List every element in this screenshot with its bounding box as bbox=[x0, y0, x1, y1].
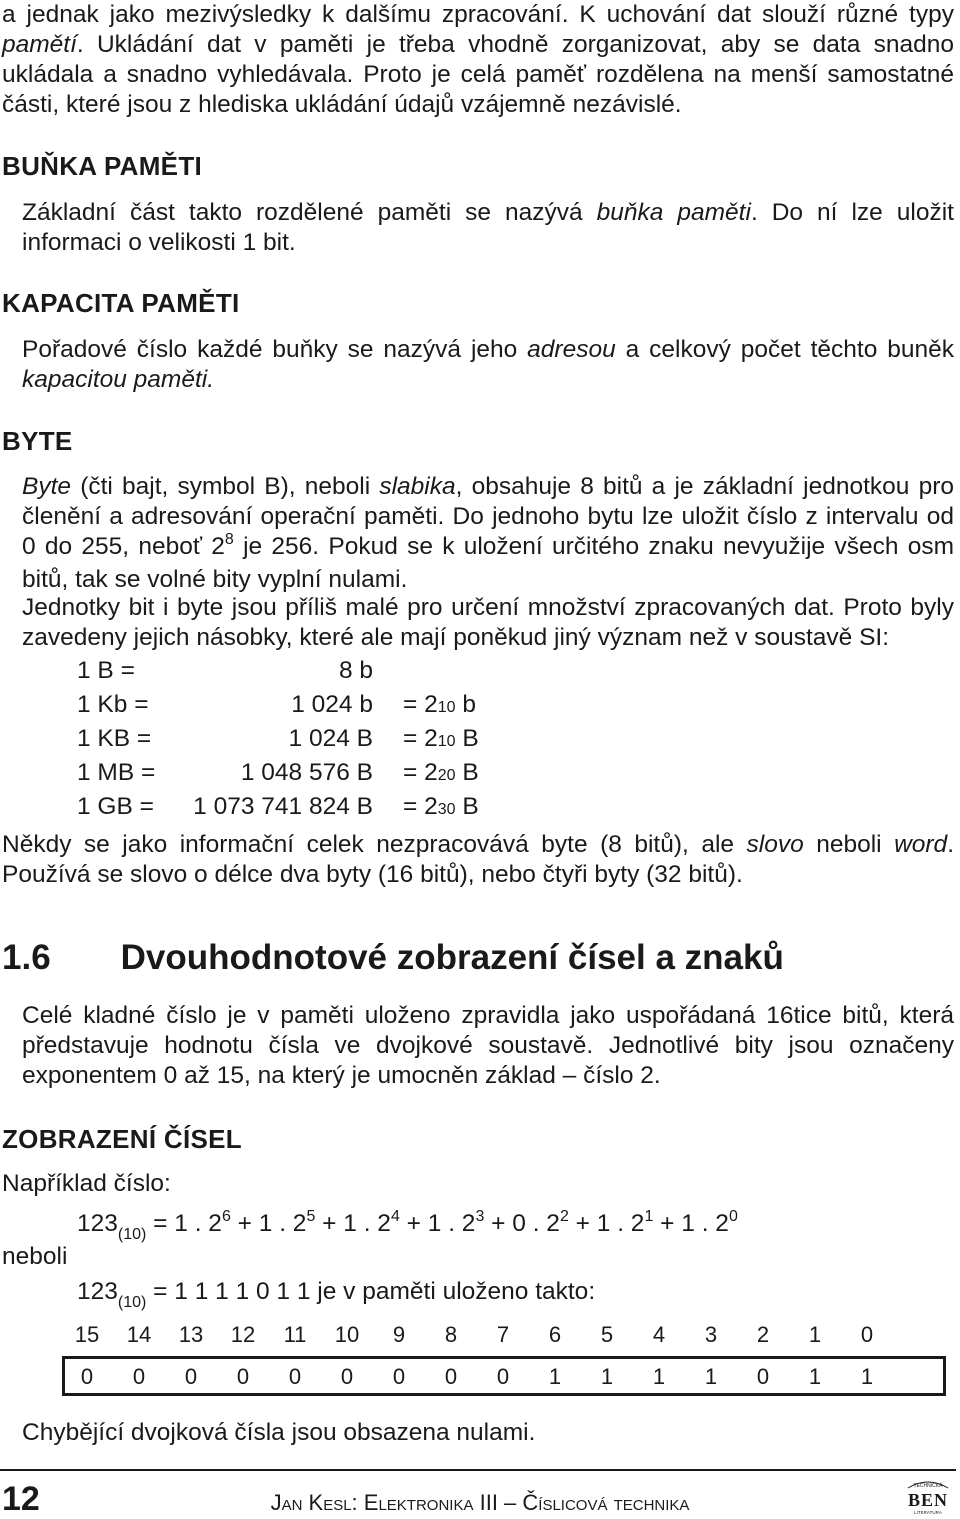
unit-power bbox=[403, 691, 476, 719]
formula-base-subscript: (10) bbox=[117, 1294, 147, 1311]
section-heading bbox=[2, 938, 784, 978]
byte-text-3: je 256. Pokud se k uložení určitého znaku nevyužije všech osm bitů, tak se volné bity vyplní nulami. bbox=[22, 533, 954, 593]
heading-byte: BYTE bbox=[2, 426, 73, 456]
unit-power bbox=[403, 759, 479, 787]
formula-binary bbox=[77, 1278, 596, 1311]
heading-kapacita-pameti: KAPACITA PAMĚTI bbox=[2, 288, 240, 318]
unit-label: 1 B = bbox=[77, 657, 135, 684]
heading-bunka-pameti: BUŇKA PAMĚTI bbox=[2, 151, 203, 181]
page-number: 12 bbox=[2, 1480, 40, 1518]
unit-row bbox=[0, 793, 960, 827]
bit-value: 0 bbox=[80, 1364, 94, 1389]
power-unit: B bbox=[455, 759, 479, 786]
power-unit: B bbox=[455, 793, 479, 820]
bit-position: 8 bbox=[444, 1322, 458, 1347]
bit-position: 15 bbox=[74, 1322, 100, 1347]
unit-label: 1 GB = bbox=[77, 793, 154, 820]
byte-paragraph-1 bbox=[22, 472, 954, 595]
kapacita-term-adresa: adresou bbox=[527, 336, 616, 363]
formula-number: 123 bbox=[77, 1278, 118, 1305]
bit-value: 0 bbox=[496, 1364, 510, 1389]
bit-value: 0 bbox=[392, 1364, 406, 1389]
bit-value: 0 bbox=[236, 1364, 250, 1389]
formula-expansion bbox=[77, 1208, 738, 1243]
word-text-1: Někdy se jako informační celek nezpracovává byte (8 bitů), ale bbox=[2, 831, 747, 858]
bit-value: 1 bbox=[704, 1364, 718, 1389]
bit-value: 1 bbox=[808, 1364, 822, 1389]
bunka-term: buňka paměti bbox=[596, 199, 751, 226]
formula-binary-text: = 1 1 1 1 0 1 1 je v paměti uloženo takto: bbox=[146, 1278, 596, 1305]
bit-value: 1 bbox=[652, 1364, 666, 1389]
formula-base-subscript: (10) bbox=[117, 1226, 147, 1243]
heading-zobrazeni-cisel: ZOBRAZENÍ ČÍSEL bbox=[2, 1124, 242, 1154]
example-label: Například číslo: bbox=[2, 1170, 171, 1197]
logo-main-text: BEN bbox=[907, 1490, 949, 1510]
bit-value: 0 bbox=[756, 1364, 770, 1389]
formula-term: + 1 . 2 bbox=[568, 1210, 645, 1237]
bit-value: 0 bbox=[132, 1364, 146, 1389]
kapacita-term-kapacita: kapacitou paměti. bbox=[22, 366, 215, 393]
unit-label: 1 MB = bbox=[77, 759, 156, 786]
byte-term: Byte bbox=[22, 473, 72, 500]
formula-term: + 1 . 2 bbox=[653, 1210, 729, 1237]
formula-term: = 1 . 2 bbox=[146, 1210, 222, 1237]
bit-position: 7 bbox=[496, 1322, 510, 1347]
unit-value: 8 b bbox=[338, 657, 373, 684]
formula-term: + 1 . 2 bbox=[399, 1210, 476, 1237]
intro-paragraph bbox=[2, 0, 954, 120]
bunka-text: Základní část takto rozdělené paměti se nazývá bbox=[22, 199, 597, 226]
unit-value: 1 073 741 824 B bbox=[193, 793, 373, 820]
bit-value: 0 bbox=[340, 1364, 354, 1389]
bit-value: 0 bbox=[184, 1364, 198, 1389]
bit-position: 10 bbox=[334, 1322, 360, 1347]
unit-row bbox=[0, 759, 960, 793]
slovo-term: slovo bbox=[746, 831, 804, 858]
unit-row bbox=[0, 725, 960, 759]
power-exponent: 30 bbox=[437, 801, 456, 818]
section-title: Dvouhodnotové zobrazení čísel a znaků bbox=[120, 938, 784, 977]
bit-position: 1 bbox=[808, 1322, 822, 1347]
power-base: = 2 bbox=[403, 725, 438, 752]
bit-value: 1 bbox=[548, 1364, 562, 1389]
formula-exponent: 1 bbox=[644, 1208, 654, 1225]
publisher-logo bbox=[900, 1478, 956, 1516]
bit-position: 3 bbox=[704, 1322, 718, 1347]
bit-position: 13 bbox=[178, 1322, 204, 1347]
bit-value: 1 bbox=[600, 1364, 614, 1389]
exponent: 8 bbox=[224, 531, 234, 548]
bit-value: 0 bbox=[444, 1364, 458, 1389]
running-footer: Jan Kesl: Elektronika III – Číslicová technika bbox=[270, 1490, 690, 1515]
word-text-2: neboli bbox=[803, 831, 895, 858]
unit-row bbox=[0, 657, 960, 691]
bit-value: 0 bbox=[288, 1364, 302, 1389]
power-exponent: 10 bbox=[437, 699, 456, 716]
power-base: = 2 bbox=[403, 793, 438, 820]
bit-position: 5 bbox=[600, 1322, 614, 1347]
formula-term: + 1 . 2 bbox=[315, 1210, 391, 1237]
formula-exponent: 6 bbox=[221, 1208, 231, 1225]
power-unit: B bbox=[455, 725, 479, 752]
bit-position: 6 bbox=[548, 1322, 562, 1347]
unit-label: 1 KB = bbox=[77, 725, 152, 752]
word-text-3: . Používá se slovo o délce dva byty (16 bitů), nebo čtyři byty (32 bitů). bbox=[2, 831, 954, 888]
bit-value: 1 bbox=[860, 1364, 874, 1389]
intro-text: a jednak jako mezivýsledky k dalšímu zpracování. K uchování dat slouží různé typy bbox=[2, 1, 954, 28]
byte-text-2: , obsahuje 8 bitů a je základní jednotkou pro členění a adresování operační paměti. Do jednoho bytu lze uložit číslo z intervalu od 0 do 255, neboť 2 bbox=[22, 473, 954, 560]
logo-bottom-text: LITERATURA bbox=[914, 1510, 942, 1515]
formula-number: 123 bbox=[77, 1210, 118, 1237]
intro-term: pamětí bbox=[2, 31, 77, 58]
footer-rule bbox=[0, 1469, 956, 1471]
byte-text-1: (čti bajt, symbol B), neboli bbox=[71, 473, 380, 500]
section-paragraph: Celé kladné číslo je v paměti uloženo zpravidla jako uspořádaná 16tice bitů, která představuje hodnotu čísla ve dvojkové soustavě. Jednotlivé bity jsou označeny exponentem 0 až 15, na který je umocněn základ – číslo 2. bbox=[22, 1002, 954, 1089]
formula-exponent: 3 bbox=[475, 1208, 485, 1225]
bit-position: 4 bbox=[652, 1322, 666, 1347]
byte-paragraph-2: Jednotky bit i byte jsou příliš malé pro určení množství zpracovaných dat. Proto byly zavedeny jejich násobky, které ale mají poněkud jiný význam než v soustavě SI: bbox=[22, 594, 954, 651]
section-number: 1.6 bbox=[2, 938, 51, 977]
formula-term: + 0 . 2 bbox=[484, 1210, 560, 1237]
unit-value: 1 024 b bbox=[291, 691, 373, 718]
kapacita-text-mid: a celkový počet těchto buněk bbox=[615, 336, 954, 363]
bit-position: 11 bbox=[283, 1322, 307, 1347]
formula-exponent: 0 bbox=[728, 1208, 738, 1225]
word-paragraph bbox=[2, 830, 954, 890]
bit-position: 14 bbox=[126, 1322, 152, 1347]
neboli-label: neboli bbox=[2, 1243, 68, 1270]
bit-position: 9 bbox=[392, 1322, 406, 1347]
formula-term: + 1 . 2 bbox=[230, 1210, 307, 1237]
power-exponent: 10 bbox=[437, 733, 456, 750]
logo-top-text: TECHNICKÁ bbox=[913, 1483, 943, 1489]
unit-label: 1 Kb = bbox=[77, 691, 149, 718]
slabika-term: slabika bbox=[379, 473, 456, 500]
power-unit: b bbox=[455, 691, 476, 718]
unit-power bbox=[403, 793, 479, 821]
formula-exponent: 4 bbox=[390, 1208, 400, 1225]
intro-text-end: . Ukládání dat v paměti je třeba vhodně zorganizovat, aby se data snadno ukládala a snadno vyhledávala. Proto je celá paměť rozdělena na menší samostatné části, které jsou z hlediska ukládání údajů vzájemně nezávislé. bbox=[2, 31, 954, 118]
power-base: = 2 bbox=[403, 759, 438, 786]
bunka-text-end: . Do ní lze uložit informaci o velikosti 1 bit. bbox=[22, 199, 954, 256]
kapacita-paragraph bbox=[22, 335, 954, 395]
missing-bits-note: Chybějící dvojková čísla jsou obsazena nulami. bbox=[22, 1419, 536, 1446]
power-base: = 2 bbox=[403, 691, 438, 718]
formula-exponent: 2 bbox=[559, 1208, 569, 1225]
bit-position: 0 bbox=[860, 1322, 874, 1347]
formula-exponent: 5 bbox=[306, 1208, 316, 1225]
unit-row bbox=[0, 691, 960, 725]
unit-power bbox=[403, 725, 479, 753]
bit-position: 12 bbox=[230, 1322, 256, 1347]
unit-value: 1 048 576 B bbox=[240, 759, 373, 786]
kapacita-text: Pořadové číslo každé buňky se nazývá jeho bbox=[22, 336, 528, 363]
word-term: word bbox=[894, 831, 948, 858]
unit-value: 1 024 B bbox=[288, 725, 373, 752]
bunka-paragraph bbox=[22, 198, 954, 258]
bit-position: 2 bbox=[756, 1322, 770, 1347]
power-exponent: 20 bbox=[437, 767, 456, 784]
